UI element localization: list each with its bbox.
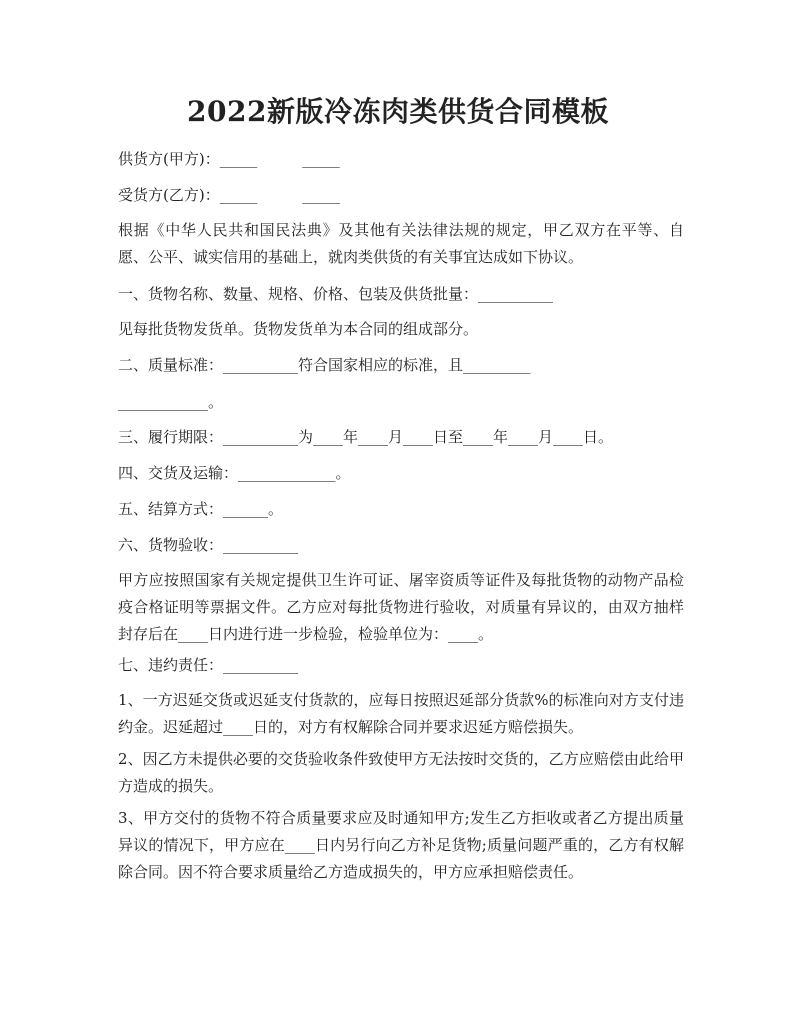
supplier-line: 供货方(甲方)：_____ _____ xyxy=(118,150,340,168)
item5-settlement: 五、结算方式：______。 xyxy=(118,500,284,518)
item1-heading: 一、货物名称、数量、规格、价格、包装及供货批量：__________ xyxy=(118,285,554,303)
item1-body: 见每批货物发货单。货物发货单为本合同的组成部分。 xyxy=(118,320,479,338)
item7-heading: 七、违约责任：__________ xyxy=(118,656,299,674)
item7-clause-2: 2、因乙方未提供必要的交货验收条件致使甲方无法按时交货的，乙方应赔偿由此给甲方造成的损失。 xyxy=(118,750,684,795)
item6-heading: 六、货物验收：__________ xyxy=(118,536,299,554)
item7-clause-3: 3、甲方交付的货物不符合质量要求应及时通知甲方;发生乙方拒收或者乙方提出质量异议的情况下，甲方应在____日内另行向乙方补足货物;质量问题严重的，乙方有权解除合同。因不符合要求质量给乙方造成损失的，甲方应承担赔偿责任。 xyxy=(118,809,684,881)
item6-body: 甲方应按照国家有关规定提供卫生许可证、屠宰资质等证件及每批货物的动物产品检疫合格证明等票据文件。乙方应对每批货物进行验收，对质量有异议的，由双方抽样封存后在____日内进行进一步检验，检验单位为：____。 xyxy=(118,571,684,643)
document-title: 2022新版冷冻肉类供货合同模板 xyxy=(187,95,609,128)
item3-term: 三、履行期限：__________为____年____月____日至____年____月____日。 xyxy=(118,428,614,446)
receiver-line: 受货方(乙方)：_____ _____ xyxy=(118,186,340,204)
item2-continuation: ____________。 xyxy=(118,393,224,411)
item7-clause-1: 1、一方迟延交货或迟延支付货款的，应每日按照迟延部分货款%的标准向对方支付违约金。迟延超过____日的，对方有权解除合同并要求迟延方赔偿损失。 xyxy=(118,691,684,736)
preamble-paragraph: 根据《中华人民共和国民法典》及其他有关法律法规的规定，甲乙双方在平等、自愿、公平、诚实信用的基础上，就肉类供货的有关事宜达成如下协议。 xyxy=(118,221,684,266)
item4-delivery: 四、交货及运输：_____________。 xyxy=(118,464,351,482)
item2-heading: 二、质量标准：__________符合国家相应的标准，且_________ xyxy=(118,356,531,374)
